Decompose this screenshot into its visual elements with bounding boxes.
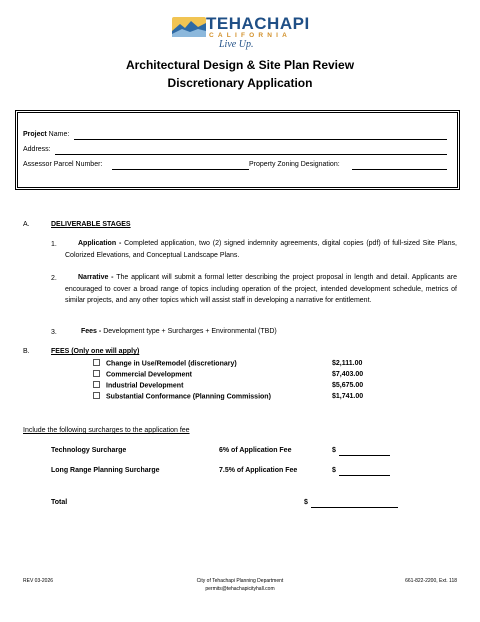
section-b-heading: FEES (Only one will apply) [51, 348, 140, 355]
item-3-text: Fees - Development type + Surcharges + Environmental (TBD) [81, 328, 277, 335]
project-name-field[interactable] [74, 139, 447, 140]
long-range-surcharge-label: Long Range Planning Surcharge [51, 467, 160, 474]
long-range-dollar-sign: $ [332, 467, 336, 474]
checkbox-icon[interactable] [93, 359, 100, 366]
total-dollar-sign: $ [304, 499, 308, 506]
checkbox-icon[interactable] [93, 370, 100, 377]
page-title: Architectural Design & Site Plan Review [125, 58, 355, 72]
logo-state-name: CALIFORNIA [209, 32, 292, 39]
logo-tagline: Live Up. [219, 39, 254, 50]
address-field[interactable] [55, 154, 447, 155]
logo-city-name: TEHACHAPI [206, 14, 310, 33]
long-range-surcharge-field[interactable] [339, 475, 390, 476]
item-1-text: Application - Completed application, two (2) signed indemnity agreements, digital copies (pdf) of full-sized Site Plans, Colorized Elevations, and Conceptual Landscape Plans. [65, 240, 458, 259]
surcharge-intro: Include the following surcharges to the application fee [23, 427, 190, 434]
fee-option-change-in-use[interactable]: Change in Use/Remodel (discretionary) [93, 360, 237, 367]
zoning-field[interactable] [352, 169, 447, 170]
long-range-surcharge-rate: 7.5% of Application Fee [219, 467, 298, 474]
checkbox-icon[interactable] [93, 381, 100, 388]
address-label: Address: [23, 146, 51, 153]
section-a-heading: DELIVERABLE STAGES [51, 221, 131, 228]
footer-phone: 661-822-2200, Ext. 118 [405, 578, 457, 584]
fee-amount-commercial: $7,403.00 [332, 371, 364, 378]
technology-surcharge-field[interactable] [339, 455, 390, 456]
fee-option-substantial-conformance[interactable]: Substantial Conformance (Planning Commission) [93, 393, 271, 400]
city-logo-mountain-icon [172, 17, 206, 37]
zoning-label: Property Zoning Designation: [249, 161, 340, 168]
item-2-text: Narrative - The applicant will submit a formal letter describing the project proposal in length and detail. Applicants are encouraged to cover a broad range of topics including operation of the project, intended development schedule, metrics of similar projects, and any other topics which will assist staff in developing a narrative for entitlement. [65, 274, 457, 304]
project-name-label: Project Name: [23, 131, 70, 138]
total-label: Total [51, 499, 68, 506]
technology-surcharge-label: Technology Surcharge [51, 447, 127, 454]
footer-revision: REV 03-2026 [23, 578, 54, 584]
technology-dollar-sign: $ [332, 447, 336, 454]
item-3-number: 3. [51, 329, 57, 336]
apn-label: Assessor Parcel Number: [23, 161, 103, 168]
fee-option-industrial[interactable]: Industrial Development [93, 382, 183, 389]
project-info-box [15, 110, 460, 190]
page-subtitle: Discretionary Application [167, 76, 313, 90]
fee-amount-substantial-conformance: $1,741.00 [332, 393, 364, 400]
technology-surcharge-rate: 6% of Application Fee [219, 447, 292, 454]
item-2-number: 2. [51, 275, 57, 282]
footer-department: City of Tehachapi Planning Department [196, 578, 284, 584]
fee-amount-change-in-use: $2,111.00 [332, 360, 363, 367]
checkbox-icon[interactable] [93, 392, 100, 399]
item-1-number: 1. [51, 241, 57, 248]
section-b-letter: B. [23, 348, 30, 355]
total-field[interactable] [311, 507, 398, 508]
fee-option-commercial[interactable]: Commercial Development [93, 371, 192, 378]
section-a-letter: A. [23, 221, 30, 228]
footer-email: permits@tehachapicityhall.com [205, 586, 275, 592]
apn-field[interactable] [112, 169, 249, 170]
fee-amount-industrial: $5,675.00 [332, 382, 364, 389]
